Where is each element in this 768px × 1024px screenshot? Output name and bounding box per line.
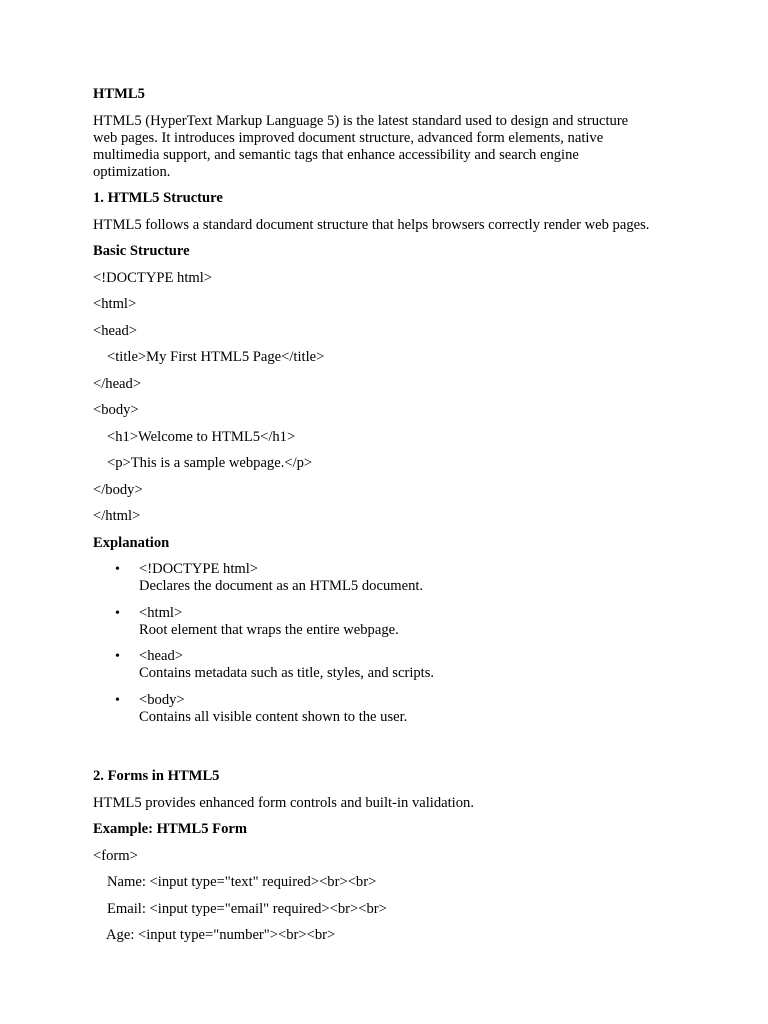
explanation-list xyxy=(93,561,653,726)
bullet-icon: • xyxy=(115,692,120,708)
code-line: <h1>Welcome to HTML5</h1> xyxy=(107,428,296,445)
explanation-tag: <html> xyxy=(139,604,183,621)
explanation-desc: Declares the document as an HTML5 document. xyxy=(139,578,424,594)
basic-structure-code xyxy=(93,270,653,526)
explanation-tag: <!DOCTYPE html> xyxy=(139,561,259,577)
code-line: </body> xyxy=(93,481,143,498)
basic-structure-heading: Basic Structure xyxy=(93,243,190,259)
section1-heading: 1. HTML5 Structure xyxy=(93,190,223,206)
code-line: <html> xyxy=(93,296,137,312)
explanation-tag: <head> xyxy=(139,648,184,664)
form-example-code xyxy=(93,848,653,945)
bullet-icon: • xyxy=(115,562,120,577)
code-line: Age: <input type="number"><br><br> xyxy=(106,927,336,943)
list-item xyxy=(93,561,653,595)
explanation-heading: Explanation xyxy=(93,534,170,551)
section1-text: HTML5 follows a standard document structure that helps browsers correctly render web pages. xyxy=(93,216,650,233)
code-line: </head> xyxy=(93,375,142,392)
code-line: Email: <input type="email" required><br><br> xyxy=(107,900,387,917)
document-title: HTML5 xyxy=(93,86,145,102)
section2-heading: 2. Forms in HTML5 xyxy=(93,768,220,784)
code-line: <p>This is a sample webpage.</p> xyxy=(107,455,313,471)
explanation-desc: Root element that wraps the entire webpage. xyxy=(139,621,399,638)
code-line: <head> xyxy=(93,322,138,339)
bullet-icon: • xyxy=(115,605,120,621)
code-line: <title>My First HTML5 Page</title> xyxy=(107,349,325,365)
code-line: Name: <input type="text" required><br><br> xyxy=(107,874,377,890)
explanation-desc: Contains all visible content shown to the user. xyxy=(139,708,408,725)
section2-text: HTML5 provides enhanced form controls and built-in validation. xyxy=(93,794,474,811)
form-example-heading: Example: HTML5 Form xyxy=(93,821,248,837)
explanation-desc: Contains metadata such as title, styles, and scripts. xyxy=(139,665,435,681)
document-page xyxy=(93,86,653,954)
code-line: </html> xyxy=(93,508,141,524)
code-line: <form> xyxy=(93,847,138,864)
code-line: <body> xyxy=(93,402,139,418)
bullet-icon: • xyxy=(115,649,120,664)
list-item xyxy=(93,692,653,726)
intro-paragraph: HTML5 (HyperText Markup Language 5) is the latest standard used to design and structure web pages. It introduces improved document structure, advanced form elements, native multimedia support, and semantic tags that enhance accessibility and search engine optimization. xyxy=(93,112,629,180)
section-spacer xyxy=(93,735,653,768)
code-line: <!DOCTYPE html> xyxy=(93,269,213,286)
explanation-tag: <body> xyxy=(139,691,185,708)
list-item xyxy=(93,605,653,639)
list-item xyxy=(93,648,653,682)
